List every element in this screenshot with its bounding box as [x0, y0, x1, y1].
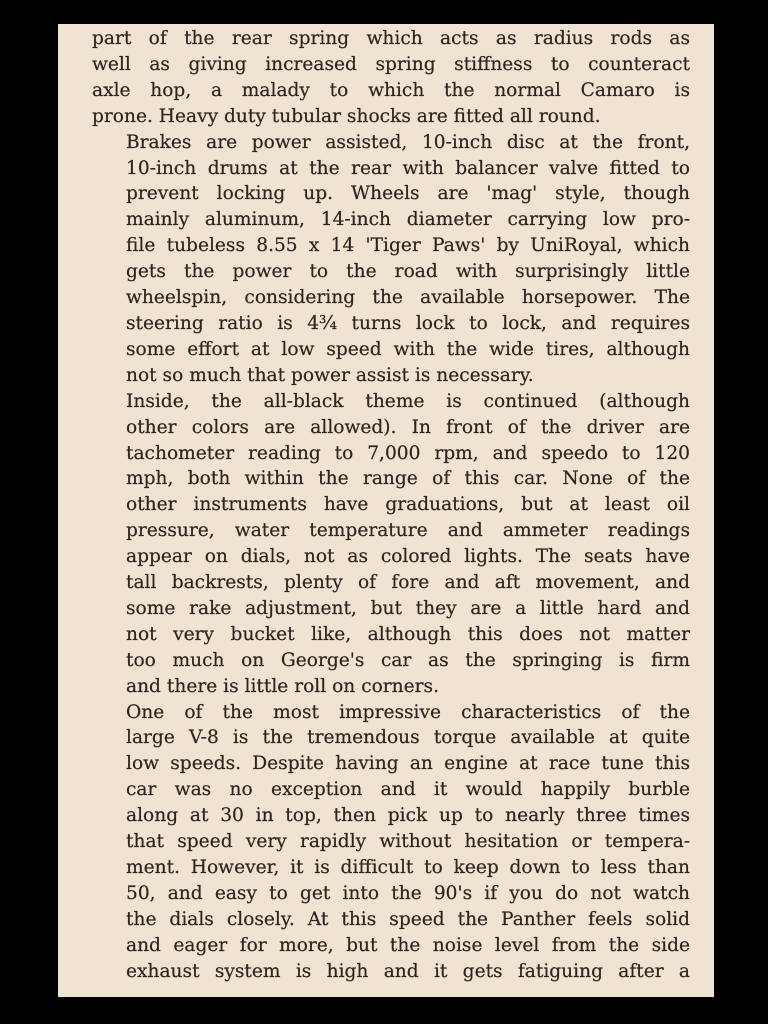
- text-line: not so much that power assist is necessary.: [126, 364, 534, 386]
- text-line: gets the power to the road with surprisingly little: [126, 261, 690, 283]
- text-line: pressure, water temperature and ammeter readings: [126, 520, 690, 542]
- text-line: too much on George's car as the springing is firm: [126, 649, 690, 671]
- text-line: other colors are allowed). In front of the driver are: [126, 416, 690, 438]
- text-line: appear on dials, not as colored lights. The seats have: [126, 546, 690, 568]
- text-line: not very bucket like, although this does not matter: [126, 623, 690, 645]
- text-line: exhaust system is high and it gets fatiguing after a: [126, 960, 690, 982]
- text-line: along at 30 in top, then pick up to nearly three times: [126, 805, 690, 827]
- article-column: [92, 26, 690, 985]
- text-line: Brakes are power assisted, 10-inch disc at the front,: [126, 131, 690, 153]
- text-line: low speeds. Despite having an engine at race tune this: [126, 753, 690, 775]
- text-line: tachometer reading to 7,000 rpm, and speedo to 120: [126, 442, 690, 464]
- text-line: steering ratio is 4¾ turns lock to lock, and requires: [126, 312, 690, 334]
- text-line: mph, both within the range of this car. None of the: [126, 468, 690, 490]
- text-line: some effort at low speed with the wide tires, although: [126, 338, 690, 360]
- text-line: prone. Heavy duty tubular shocks are fitted all round.: [92, 105, 601, 127]
- text-line: some rake adjustment, but they are a little hard and: [126, 597, 690, 619]
- text-line: file tubeless 8.55 x 14 'Tiger Paws' by UniRoyal, which: [126, 235, 690, 257]
- text-line: and eager for more, but the noise level from the side: [126, 934, 690, 956]
- text-line: wheelspin, considering the available horsepower. The: [126, 287, 690, 309]
- text-line: 10-inch drums at the rear with balancer valve fitted to: [126, 157, 690, 179]
- text-line: mainly aluminum, 14-inch diameter carrying low pro-: [126, 209, 690, 231]
- article-paragraph: [92, 130, 690, 389]
- text-line: car was no exception and it would happily burble: [126, 779, 690, 801]
- article-paragraph: [92, 26, 690, 130]
- text-line: ment. However, it is difficult to keep down to less than: [126, 857, 690, 878]
- text-line: other instruments have graduations, but at least oil: [126, 494, 690, 516]
- scanned-page: [58, 24, 714, 997]
- text-line: and there is little roll on corners.: [126, 675, 440, 697]
- text-line: part of the rear spring which acts as radius rods as: [92, 28, 690, 49]
- article-paragraph: [92, 700, 690, 985]
- text-line: 50, and easy to get into the 90's if you do not watch: [126, 882, 690, 904]
- text-line: tall backrests, plenty of fore and aft movement, and: [126, 572, 690, 594]
- text-line: prevent locking up. Wheels are 'mag' style, though: [126, 183, 690, 205]
- text-line: One of the most impressive characteristics of the: [126, 701, 690, 723]
- text-line: Inside, the all-black theme is continued (although: [126, 390, 690, 412]
- text-line: large V-8 is the tremendous torque available at quite: [126, 727, 690, 749]
- text-line: well as giving increased spring stiffness to counteract: [92, 53, 690, 75]
- text-line: axle hop, a malady to which the normal Camaro is: [92, 79, 690, 101]
- article-paragraph: [92, 389, 690, 700]
- text-line: the dials closely. At this speed the Panther feels solid: [126, 908, 690, 930]
- text-line: that speed very rapidly without hesitation or tempera-: [126, 831, 690, 853]
